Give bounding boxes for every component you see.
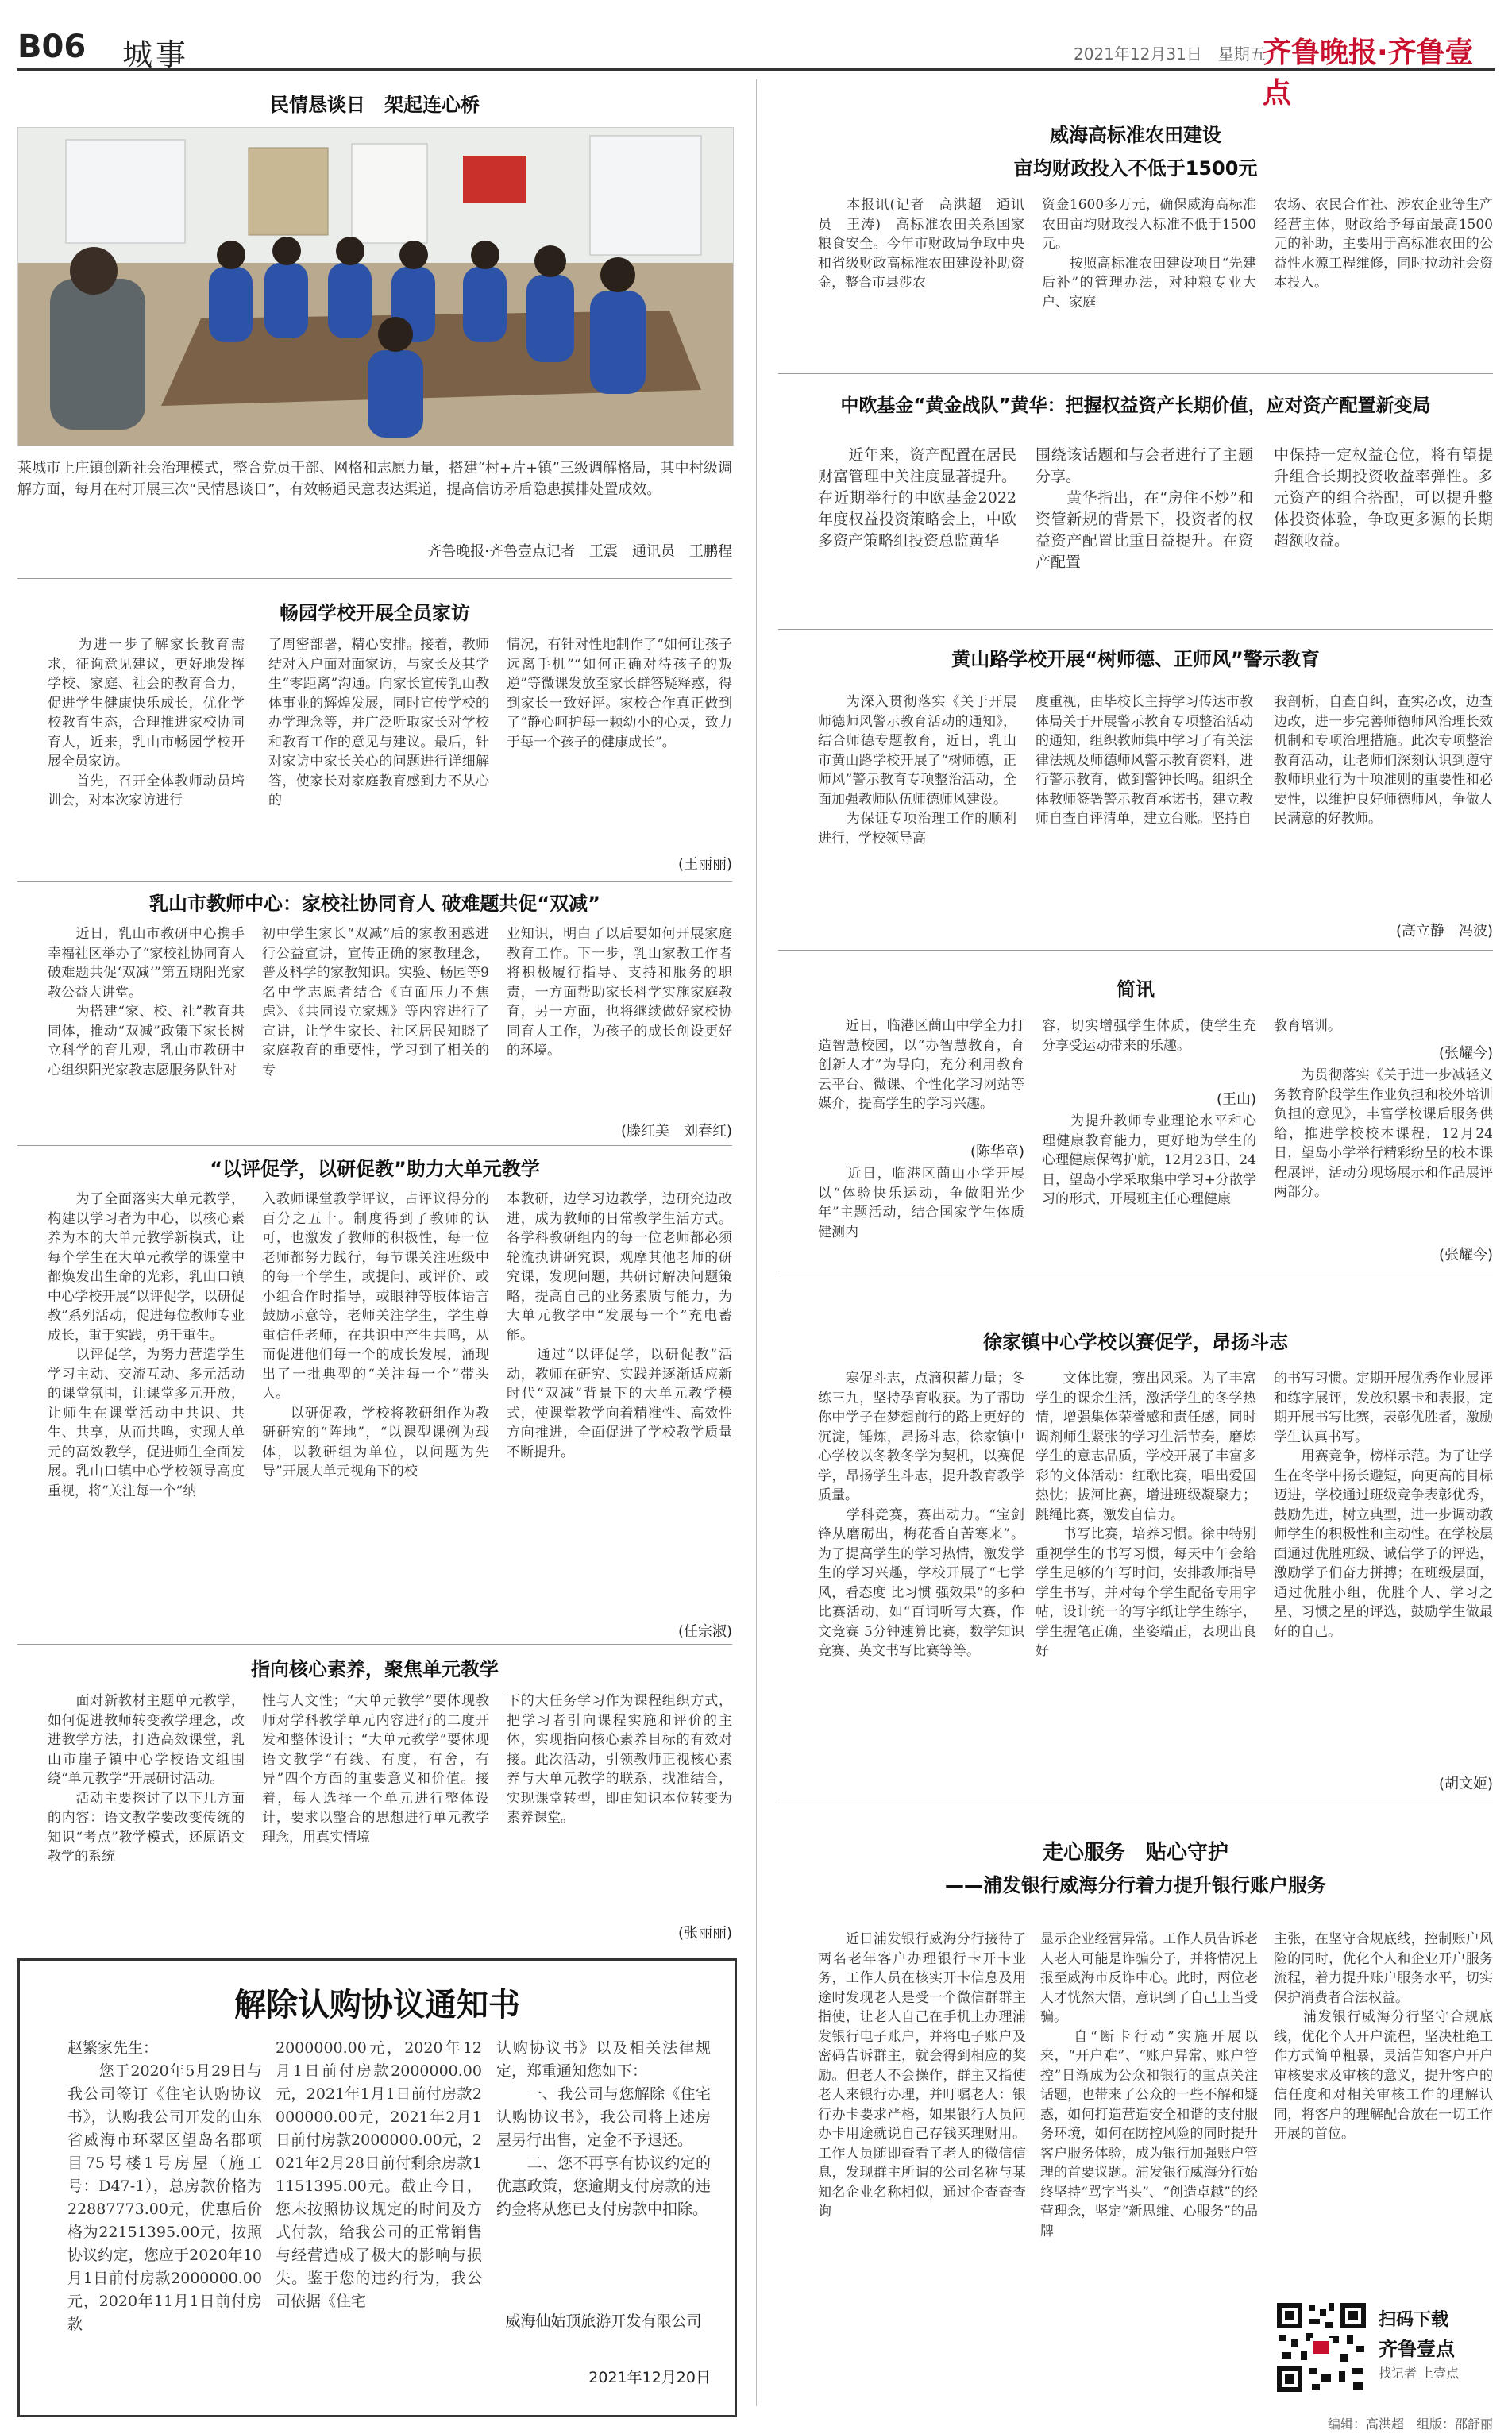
article-byline: (任宗淑) xyxy=(677,1623,732,1640)
editor-credits: 编辑：高洪超 组版：邵舒丽 xyxy=(1327,2417,1493,2432)
issue-date: 2021年12月31日 星期五 xyxy=(1074,44,1266,64)
notice-column: 2000000.00元，2020年12月1日前付房款2000000.00元，2021年1月1日前付房款2000000.00元，2021年2月1日前付房款2000000.00元，2021年2月28日前付剩余房款11151395.00元。截止今日，您未按照协议规定的时间及方式付款，给我公司的正常销售与经营造成了极大的影响与损失。鉴于您的违约行为，我公司依据《住宅 xyxy=(276,2039,482,2310)
notice-box xyxy=(17,1958,737,2417)
article-byline: (滕红美 刘春红) xyxy=(620,1123,732,1140)
article-column: 寒促斗志，点滴积蓄力量；冬练三九，坚持孕育收获。为了帮助你中学子在梦想前行的路上更好的沉淀，锤炼，昂扬斗志，徐家镇中心学校以冬教冬学为契机，以赛促学，昂扬学生斗志，提升教育教学质量。 学科竞赛，赛出动力。“宝剑锋从磨砺出，梅花香自苦寒来”。为了提高学生的学习热情，激发学生的学习兴趣，学校开展了“七学风，看态度 比习惯 强效果”的多种比赛活动，如“百词听写大赛，作文竞赛 5分钟速算比赛，数学知识竞赛、英文书写比赛等等。 xyxy=(818,1371,1024,1659)
article-column: 了周密部署，精心安排。接着，教师结对入户面对面家访，与家长及其学生“零距离”沟通。向家长宣传乳山教体事业的辉煌发展，同时宣传学校的办学理念等，并广泛听取家长对学校和教育工作的意见与建议。最后，针对家访中家长关心的问题进行详细解答，使家长对家庭教育感到力不从心的 xyxy=(268,637,489,808)
article-column: 为了全面落实大单元教学，构建以学习者为中心，以核心素养为本的大单元教学新模式，让每个学生在大单元教学的课堂中都焕发出生命的光彩，乳山口镇中心学校开展“以评促学，以研促教”系列活动，促进每位教师专业成长，重于实践，勇于重生。 以评促学，为努力营造学生学习主动、交流互动、多元活动的课堂氛围，让课堂多元开放，让师生在课堂活动中共识、共生、共享，从而共鸣，实现大单元的高效教学，促进师生全面发展。乳山口镇中心学校领导高度重视，将“关注每一个”纳 xyxy=(48,1191,245,1499)
article-column: 的书写习惯。定期开展优秀作业展评和练字展评，发放积累卡和表报，定期开展书写比赛，表彰优胜者，激励学生认真书写。 用赛竞争，榜样示范。为了让学生在冬学中扬长避短，向更高的目标迈进，学校通过班级竞争表彰优秀，鼓励先进，树立典型，进一步调动教师学生的积极性和主动性。在学校层面通过优胜班级、诚信学子的评选，激励学子们奋力拼搏；在班级层面，通过优胜小组，优胜个人、学习之星、习惯之星的评选，鼓励学生做最好的自己。 xyxy=(1274,1371,1493,1640)
notice-title: 解除认购协议通知书 xyxy=(234,1987,520,2023)
article-column: 度重视，由毕校长主持学习传达市教体局关于开展警示教育专项整治活动的通知，组织教师集中学习了有关法律法规及师德师风警示教育资料，进行警示教育，做到警钟长鸣。组织全体教师签署警示教育承诺书，建立教师自查自评清单，建立台账。坚持自 xyxy=(1036,694,1253,827)
article-headline: 威海高标准农田建设 xyxy=(1050,124,1221,146)
article-column: 初中学生家长“双减”后的家教困惑进行公益宣讲，宣传正确的家教理念，普及科学的家教知识。实验、畅园等9名中学志愿者结合《直面压力不焦虑》、《共同设立家规》等内容进行了宣讲，让学生家长、社区居民知晓了家庭教育的重要性，学习到了相关的专 xyxy=(262,926,489,1078)
brand-logo: 齐鲁晚报·齐鲁壹点 xyxy=(1263,37,1474,110)
notice-column: 认购协议书》以及相关法律规定，郑重通知您如下： 一、我公司与您解除《住宅认购协议书》，我公司将上述房屋另行出售，定金不予退还。 二、您不再享有协议约定的优惠政策，您逾期支付房款的违约金将从您已支付房款中扣除。 xyxy=(496,2039,711,2218)
divider xyxy=(17,881,732,882)
article-column: 为进一步了解家长教育需求，征询意见建议，更好地发挥学校、家庭、社会的教育合力，促进学生健康快乐成长，优化学校教育生态，合理推进家校协同育人，近来，乳山市畅园学校开展全员家访。 首先，召开全体教师动员培训会，对本次家访进行 xyxy=(48,637,245,808)
article-column: 近日，乳山市教研中心携手幸福社区举办了“家校社协同育人 破难题共促‘双减’”第五期阳光家教公益大讲堂。 为搭建“家、校、社”教育共同体，推动“双减”政策下家长树立科学的育儿观，乳山市教研中心组织阳光家教志愿服务队针对 xyxy=(48,926,245,1078)
article-column: 下的大任务学习作为课程组织方式，把学习者引向课程实施和评价的主体，实现指向核心素养目标的有效对接。此次活动，引领教师正视核心素养与大单元教学的联系，找准结合，实现课堂转型，即由知识本位转变为素养课堂。 xyxy=(507,1693,732,1826)
divider xyxy=(778,373,1493,374)
notice-column: 赵繁家先生： 您于2020年5月29日与我公司签订《住宅认购协议书》，认购我公司开发的山东省威海市环翠区望岛名郡项目75号楼1号房屋（施工号：D47-1），总房款价格为22887773.00元，优惠后价格为22151395.00元，按照协议约定，您应于2020年10月1日前付房款2000000.00元，2020年11月1日前付房款 xyxy=(68,2039,262,2333)
article-headline: 畅园学校开展全员家访 xyxy=(280,602,470,624)
article-column: 显示企业经营异常。工作人员告诉老人老人可能是诈骗分子，并将情况上报至威海市反诈中心。此时，两位老人才恍然大悟，意识到了自己上当受骗。 自“断卡行动”实施开展以来，“开户难”、“账户异常、账户管控”日渐成为公众和银行的重点关注话题，也带来了公众的一些不解和疑惑，如何打造营造安全和谐的支付服务环境，如何在防控风险的同时提升客户服务体验，成为银行加强账户管理的首要议题。浦发银行威海分行始终坚持“骂字当头”、“创造卓越”的经营理念，坚定“新思维、心服务”的品牌 xyxy=(1040,1931,1258,2239)
article-column: 本报讯(记者 高洪超 通讯员 王涛) 高标准农田关系国家粮食安全。今年市财政局争取中央和省级财政高标准农田建设补助资金，整合市县涉农 xyxy=(818,197,1024,291)
qr-code-icon[interactable] xyxy=(1274,2300,1369,2395)
article-byline: (张丽丽) xyxy=(677,1925,732,1942)
article-byline: (胡文姬) xyxy=(1438,1776,1493,1792)
article-column: 农场、农民合作社、涉农企业等生产经营主体，财政给予每亩最高1500元的补助，主要用于高标准农田的公益性水源工程维修，同时拉动社会资本投入。 xyxy=(1274,197,1493,291)
divider xyxy=(778,950,1493,951)
qr-brand: 齐鲁壹点 xyxy=(1379,2338,1455,2360)
section-title: 城事 xyxy=(122,37,190,72)
qr-label: 扫码下载 xyxy=(1379,2310,1449,2330)
divider xyxy=(17,578,732,579)
article-headline: 走心服务 贴心守护 xyxy=(1042,1841,1228,1865)
brief-byline: (陈华章) xyxy=(970,1144,1024,1160)
article-column: 入教师课堂教学评议，占评议得分的百分之五十。制度得到了教师的认可，也激发了教师的积极性，每一位老师都努力践行，每节课关注班级中的每一个学生，或提问、或评价、或小组合作时指导，或眼神等肢体语言鼓励示意等，老师关注学生，学生尊重信任老师，在共识中产生共鸣，从而促进他们每一个的成长发展，涌现出了一批典型的“关注每一个”带头人。 以研促教，学校将教研组作为教研研究的“阵地”，“以课型课例为载体，以教研组为单位，以问题为先导”开展大单元视角下的校 xyxy=(262,1191,489,1479)
article-headline: 中欧基金“黄金战队”黄华：把握权益资产长期价值，应对资产配置新变局 xyxy=(840,395,1431,416)
article-column: 为深入贯彻落实《关于开展师德师风警示教育活动的通知》，结合师德专题教育，近日，乳山市黄山路学校开展了“树师德，正师风”警示教育专项整治活动，全面加强教师队伍师德师风建设。 为保证专项治理工作的顺利进行，学校领导高 xyxy=(818,694,1016,847)
page-number: B06 xyxy=(17,29,87,65)
article-column: 中保持一定权益仓位，将有望提升组合长期投资收益率弹性。多元资产的组合搭配，可以提升整体投资体验，争取更多源的长期超额收益。 xyxy=(1274,446,1493,550)
photo-caption: 莱城市上庄镇创新社会治理模式，整合党员干部、网格和志愿力量，搭建“村+片+镇”三级调解格局，其中村级调解方面，每月在村开展三次“民情恳谈日”，有效畅通民意表达渠道，提高信访矛盾隐患摸排处置成效。 xyxy=(17,460,732,498)
article-column: 资金1600多万元，确保威海高标准农田亩均财政投入标准不低于1500元。 按照高标准农田建设项目“先建后补”的管理办法，对种粮专业大户、家庭 xyxy=(1042,197,1256,311)
article-column: 近日浦发银行威海分行接待了两名老年客户办理银行卡开卡业务，工作人员在核实开卡信息及用途时发现老人是受一个微信群群主指使，让老人自己在手机上办理浦发银行电子账户，并将电子账户及密码告诉群主，就会得到相应的奖励。但老人不会操作，群主又指使老人来银行办理，并叮嘱老人：银行办卡要求严格，如果银行人员问办卡用途就说自己存钱买理财用。工作人员随即查看了老人的微信信息，发现群主所谓的公司名称与某知名企业名称相似，通过企查查查询 xyxy=(818,1931,1026,2220)
qr-slogan: 找记者 上壹点 xyxy=(1379,2366,1460,2381)
article-column: 性与人文性；“大单元教学”要体现教师对学科教学单元内容进行的二度开发和整体设计；“大单元教学”要体现语文教学“有线、有度，有舍，有异”四个方面的重要意义和价值。接着，每人选择一个单元进行整体设计，要求以整合的思想进行单元教学理念，用真实情境 xyxy=(262,1693,489,1846)
article-headline: “以评促学，以研促教”助力大单元教学 xyxy=(210,1158,540,1180)
photo-credit: 齐鲁晚报·齐鲁壹点记者 王震 通讯员 王鹏程 xyxy=(427,543,732,560)
brief-item: 为贯彻落实《关于进一步减轻义务教育阶段学生作业负担和校外培训负担的意见》，丰富学校课后服务供给，推进学校校本课程，12月24日，望岛小学举行精彩纷呈的校本课程展评，活动分现场展示和作品展评两部分。 xyxy=(1274,1067,1493,1200)
article-column: 围绕该话题和与会者进行了主题分享。 黄华指出，在“房住不炒”和资管新规的背景下，投资者的权益资产配置比重日益提升。在资产配置 xyxy=(1036,446,1253,571)
brief-byline: (张耀今) xyxy=(1438,1045,1493,1062)
article-column: 情况，有针对性地制作了“如何让孩子远离手机”“如何正确对待孩子的叛逆”等微课发放至家长群答疑释惑，得到家长一致好评。家校合作真正做到了“静心呵护每一颗幼小的心灵，致力于每一个孩子的健康成长”。 xyxy=(507,637,732,750)
brief-item: 近日，临港区蔄山中学全力打造智慧校园，以“办智慧教育，育创新人才”为导向，充分利用教育云平台、微课、个性化学习网站等媒介，提高学生的学习兴趣。 xyxy=(818,1018,1024,1112)
article-column: 本教研，边学习边教学，边研究边改进，成为教师的日常教学生活方式。各学科教研组内的每一位老师都必须轮流执讲研究课，观摩其他老师的研究课，发现问题，共研讨解决问题策略，提高自己的业务素质与能力，为大单元教学中“发展每一个”充电蓄能。 通过“以评促学，以研促教”活动，教师在研究、实践并逐渐适应新时代“双减”背景下的大单元教学模式，使课堂教学向着精准性、高效性方向推进，全面促进了学校教学质量不断提升。 xyxy=(507,1191,732,1460)
brief-item: 容，切实增强学生体质，使学生充分享受运动带来的乐趣。 xyxy=(1042,1018,1256,1054)
article-subheadline: ——浦发银行威海分行着力提升银行账户服务 xyxy=(945,1874,1326,1896)
article-column: 业知识，明白了以后要如何开展家庭教育工作。下一步，乳山家教工作者将积极履行指导、支持和服务的职责，一方面帮助家长科学实施家庭教育，另一方面，也将继续做好家校协同育人工作，为孩子的成长创设更好的环境。 xyxy=(507,926,732,1059)
meeting-photo-illustration xyxy=(18,128,733,446)
article-column: 主张，在坚守合规底线，控制账户风险的同时，优化个人和企业开户服务流程，着力提升账户服务水平，切实保护消费者合法权益。 浦发银行威海分行坚守合规底线，优化个人开户流程，坚决杜绝工作方式简单粗暴，灵活告知客户开户审核要求及审核的意义，提升客户的信任度和对相关审核工作的理解认同，将客户的理解配合放在一切工作开展的首位。 xyxy=(1274,1931,1493,2142)
brief-byline: (张耀今) xyxy=(1438,1247,1493,1263)
article-subheadline: 亩均财政投入不低于1500元 xyxy=(1013,157,1258,179)
notice-signer: 威海仙姑顶旅游开发有限公司 xyxy=(505,2312,702,2330)
article-headline: 指向核心素养，聚焦单元教学 xyxy=(251,1658,499,1680)
brief-item: 为提升教师专业理论水平和心理健康教育能力，更好地为学生的心理健康保驾护航，12月23日、24日，望岛小学采取集中学习+分散学习的形式，开展班主任心理健康 xyxy=(1042,1113,1256,1207)
meeting-photo xyxy=(17,127,734,446)
article-column: 近年来，资产配置在居民财富管理中关注度显著提升。在近期举行的中欧基金2022年度权益投资策略会上，中欧多资产策略组投资总监黄华 xyxy=(818,446,1016,550)
notice-date: 2021年12月20日 xyxy=(588,2369,711,2386)
qr-download-block[interactable] xyxy=(1274,2295,1493,2406)
column-divider xyxy=(756,79,757,2406)
article-headline: 简讯 xyxy=(1117,978,1155,1001)
brief-byline: (王山) xyxy=(1216,1091,1256,1108)
photo-headline: 民情恳谈日 架起连心桥 xyxy=(270,94,480,116)
brief-item: 近日，临港区蔄山小学开展以“体验快乐运动，争做阳光少年”主题活动，结合国家学生体质健测内 xyxy=(818,1166,1024,1240)
divider xyxy=(17,1644,732,1645)
divider xyxy=(778,629,1493,630)
article-byline: (王丽丽) xyxy=(677,856,732,873)
article-column: 面对新教材主题单元教学，如何促进教师转变教学理念，改进教学方法，打造高效课堂，乳山市崖子镇中心学校语文组围绕“单元教学”开展研讨活动。 活动主要探讨了以下几方面的内容：语文教学要改变传统的知识“考点”教学模式，还原语文教学的系统 xyxy=(48,1693,245,1865)
divider xyxy=(17,1145,732,1146)
brief-item: 教育培训。 xyxy=(1274,1018,1341,1034)
article-headline: 乳山市教师中心：家校社协同育人 破难题共促“双减” xyxy=(149,893,600,915)
article-column: 文体比赛，赛出风采。为了丰富学生的课余生活，激活学生的冬学热情，增强集体荣誉感和责任感，同时调剂师生紧张的学习生活节奏，磨炼学生的意志品质，学校开展了丰富多彩的文体活动：红歌比赛，唱出爱国热忱；拔河比赛，增进班级凝聚力；跳绳比赛，激发自信力。 书写比赛，培养习惯。徐中特别重视学生的书写习惯，每天中午会给学生足够的午写时间，安排教师指导学生书写，并对每个学生配备专用字帖，设计统一的写字纸让学生练字，学生握笔正确，坐姿端正，表现出良好 xyxy=(1036,1371,1256,1659)
article-column: 我剖析，自查自纠，查实必改，边查边改，进一步完善师德师风治理长效机制和专项治理措施。此次专项整治教育活动，让老师们深刻认识到遵守教师职业行为十项准则的重要性和必要性，以维护良好师德师风，争做人民满意的好教师。 xyxy=(1274,694,1493,827)
article-headline: 黄山路学校开展“树师德、正师风”警示教育 xyxy=(951,648,1320,670)
article-headline: 徐家镇中心学校以赛促学，昂扬斗志 xyxy=(983,1331,1288,1353)
article-byline: (高立静 冯波) xyxy=(1395,923,1493,939)
